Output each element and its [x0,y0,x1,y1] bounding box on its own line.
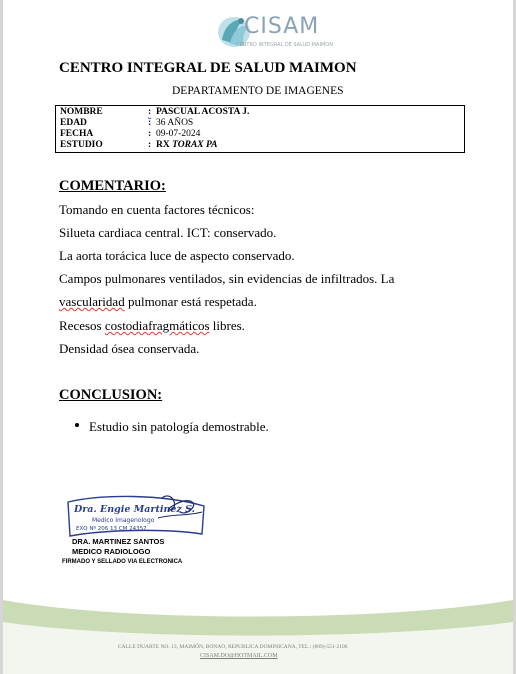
study-prefix: RX [156,140,170,150]
signature-stamp [62,488,212,540]
stamp-line-1: Dra. Engie Martinez S. [74,504,195,515]
footer-email[interactable]: CISAM.DO@HOTMAIL.COM [200,653,278,659]
study-name: TORAX PA [172,140,218,150]
footer-address: CALLE DUARTE NO. 13, MAIMÓN, BONAO, REPUBLICA DOMINICANA, TEL.: (809)-551-2106 [118,644,348,650]
comment-line: Tomando en cuenta factores técnicos: [59,202,255,217]
patient-info-box [55,105,465,153]
doctor-name: DRA. MARTINEZ SANTOS [72,537,165,546]
patient-sep: : [148,107,152,117]
comment-line [59,318,245,334]
spellcheck-word: vascularidad [59,294,125,309]
bullet-icon [75,423,79,427]
signature-note: FIRMADO Y SELLADO VIA ELECTRONICA [62,559,183,565]
patient-sep: : [148,129,152,139]
patient-sep: : [148,118,152,128]
stamp-line-3: EXQ Nº 206 13 CM 24357 [76,526,147,532]
department-title: DEPARTAMENTO DE IMAGENES [172,85,344,97]
comment-text: pulmonar está respetada. [124,294,257,309]
patient-label: FECHA [60,129,94,139]
conclusion-item: Estudio sin patología demostrable. [89,419,269,434]
comment-line: Silueta cardiaca central. ICT: conservado. [59,225,277,240]
logo-wordmark: CISAM [244,14,320,39]
clinic-title: CENTRO INTEGRAL DE SALUD MAIMON [59,60,357,76]
stamp-line-2: Medico Imagenologo [92,517,155,524]
patient-label: ESTUDIO [60,140,103,150]
patient-label: NOMBRE [60,107,103,117]
patient-sep: : [148,140,152,150]
conclusion-heading: CONCLUSION: [59,387,163,403]
doctor-title: MEDICO RADIOLOGO [72,547,151,556]
comment-line: Densidad ósea conservada. [59,341,200,356]
patient-value: 09-07-2024 [156,129,201,139]
patient-value: 36 AÑOS [156,118,194,128]
patient-label: EDAD [60,118,87,128]
comment-text: Recesos [59,318,105,333]
comment-line: La aorta torácica luce de aspecto conservado. [59,248,295,263]
logo-subtext: CENTRO INTEGRAL DE SALUD MAIMON [236,42,333,48]
comment-line [59,294,257,310]
comment-text: libres. [209,318,245,333]
patient-value [156,140,217,151]
comment-line: Campos pulmonares ventilados, sin evidencias de infiltrados. La [59,271,395,286]
page-edge-left [0,0,3,674]
patient-value: PASCUAL ACOSTA J. [156,107,250,117]
spellcheck-word: costodiafragmáticos [104,318,210,333]
footer-wave [3,600,513,674]
comment-heading: COMENTARIO: [59,178,166,194]
